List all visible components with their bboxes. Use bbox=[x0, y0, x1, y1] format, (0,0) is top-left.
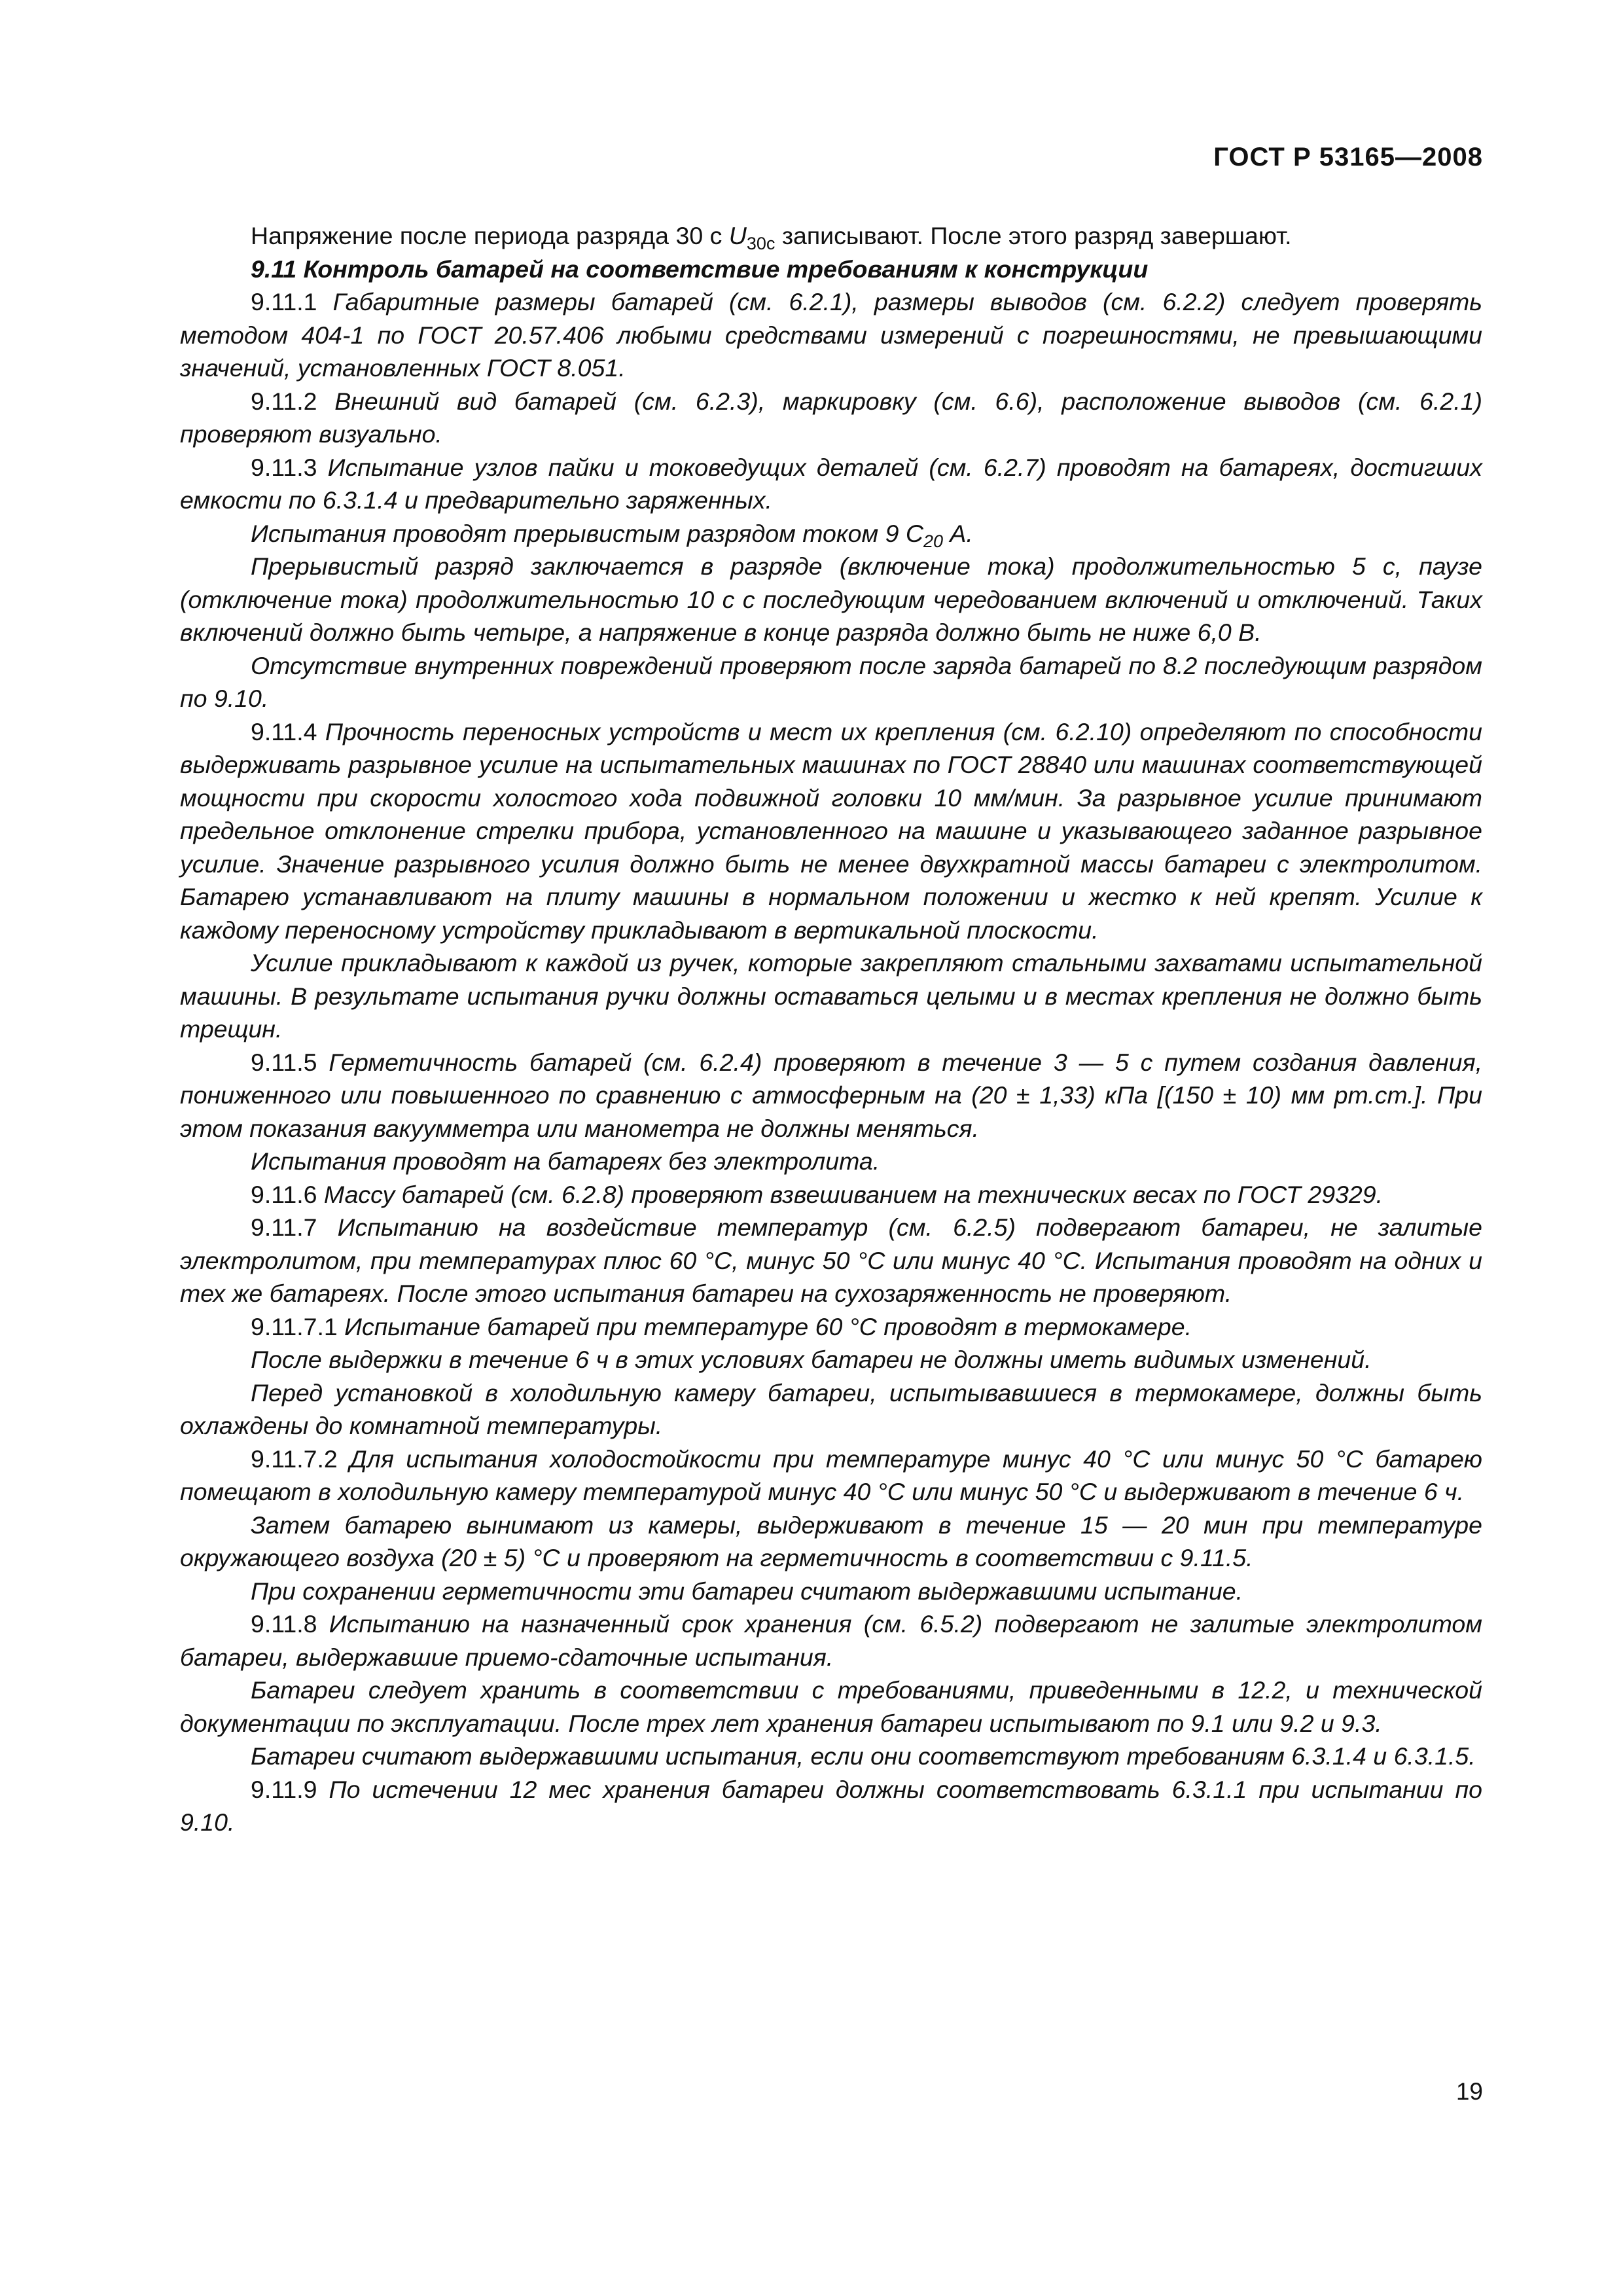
paragraph-9-11-4 bbox=[180, 715, 1482, 947]
paragraph-9-11-8 bbox=[180, 1607, 1482, 1674]
paragraph-9-11-2 bbox=[180, 385, 1482, 451]
clause-text: Испытанию на назначенный срок хранения (см. 6.5.2) подвергают не залитые электролитом батареи, выдержавшие приемо-сдаточные испытания. bbox=[180, 1610, 1482, 1671]
document-body bbox=[180, 219, 1482, 1839]
paragraph-9-11-5 bbox=[180, 1046, 1482, 1145]
paragraph-storage-pass: Батареи считают выдержавшими испытания, если они соответствуют требованиям 6.3.1.4 и 6.3.1.5. bbox=[251, 1742, 1476, 1770]
section-heading-text: 9.11 Контроль батарей на соответствие требованиям к конструкции bbox=[251, 255, 1149, 283]
paragraph-after-exposure: После выдержки в течение 6 ч в этих условиях батареи не должны иметь видимых изменений. bbox=[251, 1346, 1372, 1373]
paragraph-no-electrolyte: Испытания проводят на батареях без электролита. bbox=[251, 1147, 880, 1175]
clause-number: 9.11.6 bbox=[251, 1180, 324, 1208]
paragraph-discharge-current bbox=[180, 517, 1482, 550]
text-run: Напряжение после периода разряда 30 с bbox=[251, 222, 729, 249]
section-heading-9-11 bbox=[180, 253, 1482, 286]
paragraph-9-11-6 bbox=[180, 1178, 1482, 1211]
paragraph-storage: Батареи следует хранить в соответствии с требованиями, приведенными в 12.2, и технической документации по эксплуатации. После трех лет хранения батареи испытывают по 9.1 или 9.2 и 9.3. bbox=[180, 1676, 1482, 1737]
clause-number: 9.11.7 bbox=[251, 1213, 338, 1241]
clause-number: 9.11.4 bbox=[251, 717, 325, 745]
clause-text: Герметичность батарей (см. 6.2.4) проверяют в течение 3 — 5 с путем создания давления, пониженного или повышенного по сравнению с атмосферным на (20 ± 1,33) кПа [(150 ± 10) мм рт.ст.]. При этом показания вакуумметра или манометра не должны меняться. bbox=[180, 1048, 1482, 1142]
voltage-symbol: U bbox=[728, 222, 747, 249]
paragraph-9-11-9 bbox=[180, 1773, 1482, 1839]
clause-text: Массу батарей (см. 6.2.8) проверяют взвешиванием на технических весах по ГОСТ 29329. bbox=[323, 1180, 1383, 1208]
clause-text: Испытанию на воздействие температур (см. 6.2.5) подвергают батареи, не залитые электролитом, при температурах плюс 60 °С, минус 50 °С или минус 40 °С. Испытания проводят на одних и тех же батареях. После этого испытания батареи на сухозаряженность не проверяют. bbox=[180, 1213, 1482, 1307]
capacity-symbol: C bbox=[905, 519, 923, 547]
paragraph-internal-damage: Отсутствие внутренних повреждений проверяют после заряда батарей по 8.2 последующим разрядом по 9.10. bbox=[180, 651, 1482, 712]
document-designation: ГОСТ Р 53165—2008 bbox=[1213, 143, 1483, 171]
clause-number: 9.11.7.2 bbox=[251, 1444, 350, 1473]
clause-number: 9.11.9 bbox=[251, 1775, 329, 1803]
paragraph-cooling: Перед установкой в холодильную камеру батареи, испытывавшиеся в термокамере, должны быть охлаждены до комнатной температуры. bbox=[180, 1378, 1482, 1439]
clause-number: 9.11.2 bbox=[251, 387, 335, 415]
paragraph-9-11-1 bbox=[180, 285, 1482, 385]
clause-text: Габаритные размеры батарей (см. 6.2.1), размеры выводов (см. 6.2.2) следует проверять методом 404-1 по ГОСТ 20.57.406 любыми средствами измерений с погрешностями, не превышающими значений, установленных ГОСТ 8.051. bbox=[180, 288, 1482, 382]
text-run: записывают. После этого разряд завершают. bbox=[775, 222, 1292, 249]
paragraph-voltage-record bbox=[180, 219, 1482, 253]
paragraph-handle-force: Усилие прикладывают к каждой из ручек, которые закрепляют стальными захватами испытательной машины. В результате испытания ручки должны оставаться целыми и в местах крепления не должно быть трещин. bbox=[180, 949, 1482, 1043]
paragraph-9-11-7 bbox=[180, 1211, 1482, 1310]
clause-text: Прочность переносных устройств и мест их крепления (см. 6.2.10) определяют по способности выдерживать разрывное усилие на испытательных машинах по ГОСТ 28840 или машинах соответствующей мощности при скорости холостого хода подвижной головки 10 мм/мин. За разрывное усилие принимают предельное отклонение стрелки прибора, установленного на машине и указывающего заданное разрывное усилие. Значение разрывного усилия должно быть не менее двухкратной массы батареи с электролитом. Батарею устанавливают на плиту машины в нормальном положении и жестко к ней крепят. Усилие к каждому переносному устройству прикладывают в вертикальной плоскости. bbox=[180, 717, 1482, 944]
text-run: Испытания проводят прерывистым разрядом током 9 bbox=[251, 519, 906, 547]
paragraph-9-11-7-2 bbox=[180, 1443, 1482, 1509]
clause-number: 9.11.8 bbox=[251, 1610, 329, 1638]
clause-number: 9.11.1 bbox=[251, 288, 333, 315]
paragraph-intermittent-discharge: Прерывистый разряд заключается в разряде (включение тока) продолжительностью 5 с, паузе (отключение тока) продолжительностью 10 с с последующим чередованием включений и отключений. Таких включений должно быть четыре, а напряжение в конце разряда должно быть не ниже 6,0 В. bbox=[180, 552, 1482, 646]
clause-text: Для испытания холодостойкости при температуре минус 40 °С или минус 50 °С батарею помещают в холодильную камеру температурой минус 40 °С или минус 50 °С и выдерживают в течение 6 ч. bbox=[180, 1444, 1482, 1505]
capacity-subscript: 20 bbox=[923, 531, 943, 551]
paragraph-removal: Затем батарею вынимают из камеры, выдерживают в течение 15 — 20 мин при температуре окружающего воздуха (20 ± 5) °С и проверяют на герметичность в соответствии с 9.11.5. bbox=[180, 1511, 1482, 1571]
clause-number: 9.11.3 bbox=[251, 453, 328, 481]
text-run: А. bbox=[943, 519, 973, 547]
paragraph-pass-criterion: При сохранении герметичности эти батареи считают выдержавшими испытание. bbox=[251, 1577, 1243, 1605]
paragraph-9-11-3 bbox=[180, 451, 1482, 517]
paragraph-9-11-7-1 bbox=[180, 1310, 1482, 1344]
clause-text: Испытание батарей при температуре 60 °С проводят в термокамере. bbox=[344, 1312, 1192, 1340]
voltage-subscript: 30с bbox=[746, 234, 776, 254]
page-number: 19 bbox=[1455, 2078, 1483, 2105]
clause-text: По истечении 12 мес хранения батареи должны соответствовать 6.3.1.1 при испытании по 9.10. bbox=[180, 1775, 1482, 1836]
clause-text: Испытание узлов пайки и токоведущих деталей (см. 6.2.7) проводят на батареях, достигших емкости по 6.3.1.4 и предварительно заряженных. bbox=[180, 453, 1482, 514]
clause-number: 9.11.7.1 bbox=[251, 1312, 345, 1340]
clause-text: Внешний вид батарей (см. 6.2.3), маркировку (см. 6.6), расположение выводов (см. 6.2.1) проверяют визуально. bbox=[180, 387, 1482, 448]
clause-number: 9.11.5 bbox=[251, 1048, 329, 1076]
